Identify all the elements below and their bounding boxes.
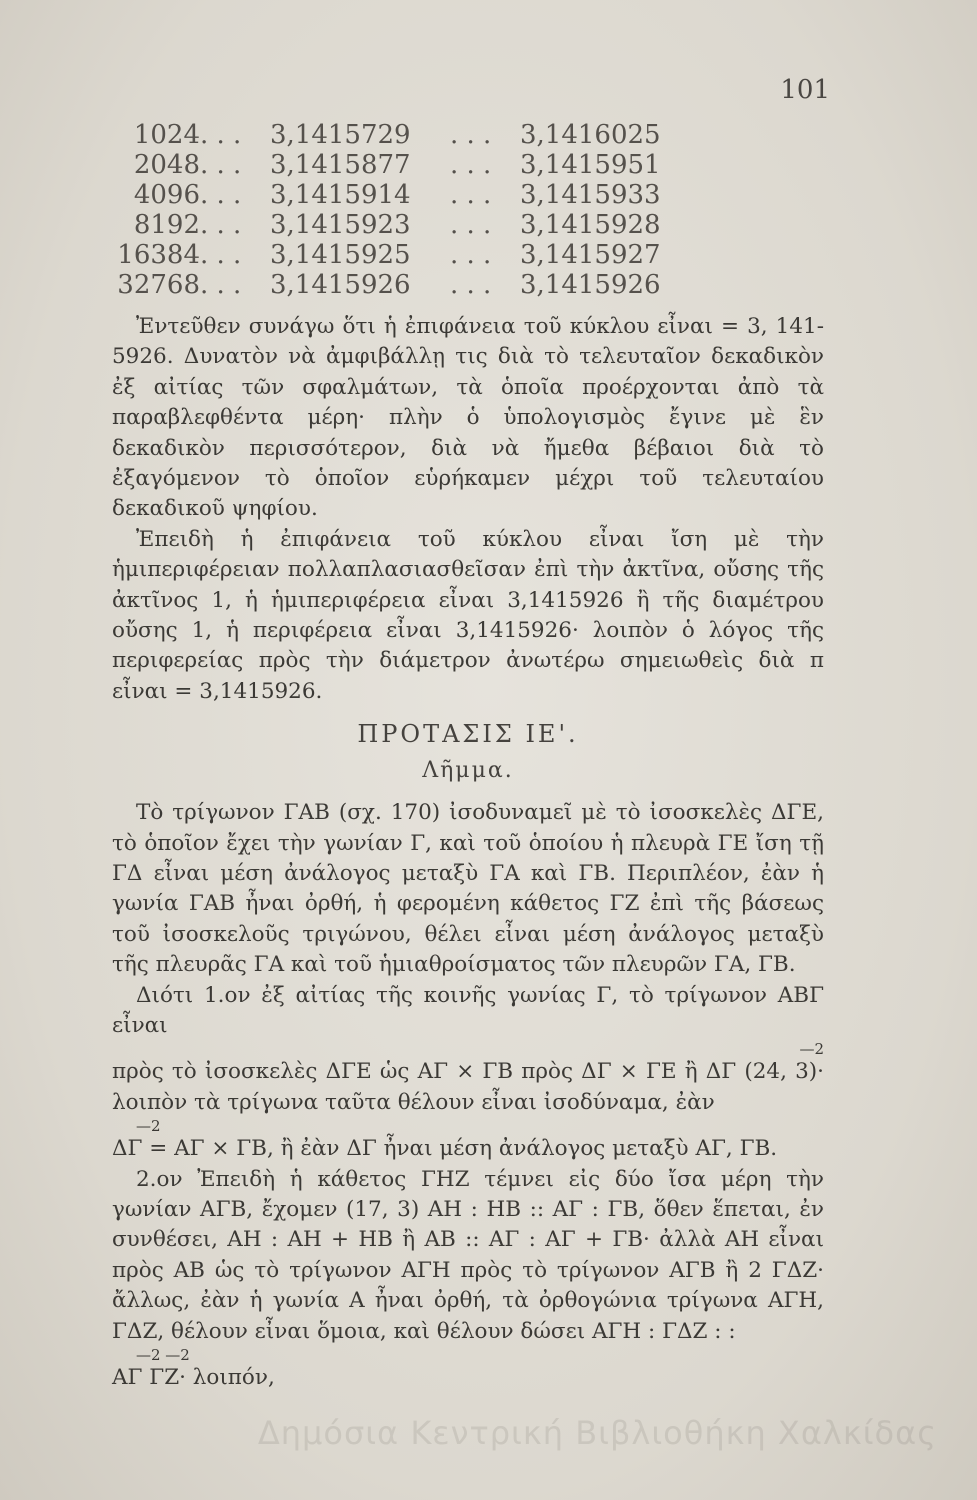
squared-marker: —2 <box>136 1117 161 1136</box>
table-row <box>110 240 730 270</box>
table-row <box>110 210 730 240</box>
paragraph-part: ΔΓ = ΑΓ × ΓΒ, ἢ ἐὰν ΔΓ ἦναι μέση ἀνάλογος μεταξὺ ΑΓ, ΓΒ. <box>112 1136 778 1162</box>
table-cell: 3,1415925 <box>270 240 411 270</box>
paragraph <box>112 1165 824 1394</box>
squared-marker: —2 <box>799 1040 824 1059</box>
table-cell: . . . <box>450 120 492 150</box>
table-cell: 3,1415914 <box>270 180 411 210</box>
table-cell: . . . <box>450 270 492 300</box>
table-row <box>110 120 730 150</box>
table-cell: 4096 <box>133 180 200 210</box>
section-subheading: Λῆμμα. <box>422 757 514 783</box>
table-cell: . . . <box>200 180 242 210</box>
paragraph-part: Διότι 1.ον ἐξ αἰτίας τῆς κοινῆς γωνίας Γ, τὸ τρίγωνον ΑΒΓ εἶναι <box>112 982 824 1038</box>
table-cell: 3,1415926 <box>520 270 661 300</box>
table-cell: 3,1415933 <box>520 180 661 210</box>
table-cell: 8192 <box>133 210 200 240</box>
table-cell: . . . <box>450 210 492 240</box>
squared-marker: —2 —2 <box>136 1346 190 1364</box>
table-cell: 3,1415877 <box>270 150 411 180</box>
paragraph: Τὸ τρίγωνον ΓΑΒ (σχ. 170) ἰσοδυναμεῖ μὲ τὸ ἰσοσκελὲς ΔΓΕ, τὸ ὁποῖον ἔχει τὴν γωνίαν Γ, καὶ τοῦ ὁποίου ἡ πλευρὰ ΓΕ ἴση τῇ ΓΔ εἶναι μέση ἀνάλογος μεταξὺ ΓΑ καὶ ΓΒ. Περιπλέον, ἐὰν ἡ γωνία ΓΑΒ ἦναι ὀρθή, ἡ φερομένη κάθετος ΓΖ ἐπὶ τῆς βάσεως τοῦ ἰσοσκελοῦς τριγώνου, θέλει εἶναι μέση ἀνάλογος μεταξὺ τῆς πλευρᾶς ΓΑ καὶ τοῦ ἡμιαθροίσματος τῶν πλευρῶν ΓΑ, ΓΒ. <box>112 800 824 978</box>
section-heading: ΠΡΟΤΑΣΙΣ ΙΕ'. <box>357 720 579 749</box>
table-row <box>110 150 730 180</box>
paragraph-part: πρὸς τὸ ἰσοσκελὲς ΔΓΕ ὡς ΑΓ × ΓΒ πρὸς ΔΓ × ΓΕ ἢ ΔΓ (24, 3)· λοιπὸν τὰ τρίγωνα ταῦτα θέλουν εἶναι ἰσοδύναμα, ἐὰν <box>112 1059 824 1115</box>
paragraph-part: ΑΓ ΓΖ· λοιπόν, <box>112 1365 275 1390</box>
table-cell: 3,1415729 <box>270 120 411 150</box>
table-cell: 3,1416025 <box>520 120 661 150</box>
table-cell: . . . <box>200 120 242 150</box>
paragraph: Ἐπειδὴ ἡ ἐπιφάνεια τοῦ κύκλου εἶναι ἴση μὲ τὴν ἡμιπεριφέρειαν πολλαπλασιασθεῖσαν ἐπὶ τὴν ἀκτῖνα, οὔσης τῆς ἀκτῖνος 1, ἡ ἡμιπεριφέρεια εἶναι 3,1415926 ἢ τῆς διαμέτρου οὔσης 1, ἡ περιφέρεια εἶναι 3,1415926· λοιπὸν ὁ λόγος τῆς περιφερείας πρὸς τὴν διάμετρον ἀνωτέρω σημειωθεὶς διὰ π εἶναι = 3,1415926. <box>112 526 824 704</box>
paragraph <box>112 981 824 1165</box>
table-cell: . . . <box>450 150 492 180</box>
page-number: 101 <box>780 75 830 105</box>
body-text <box>112 312 824 1393</box>
table-cell: . . . <box>200 270 242 300</box>
library-watermark: Δημόσια Κεντρική Βιβλιοθήκη Χαλκίδας <box>257 1414 937 1452</box>
table-cell: 3,1415951 <box>520 150 661 180</box>
table-cell: . . . <box>200 150 242 180</box>
table-cell: . . . <box>450 180 492 210</box>
table-cell: . . . <box>450 240 492 270</box>
table-cell: 3,1415923 <box>270 210 411 240</box>
numeric-table <box>110 120 730 300</box>
table-cell: 3,1415927 <box>520 240 661 270</box>
paragraph: Ἐντεῦθεν συνάγω ὅτι ἡ ἐπιφάνεια τοῦ κύκλου εἶναι = 3, 141-5926. Δυνατὸν νὰ ἀμφιβάλλῃ τις διὰ τὸ τελευταῖον δεκαδικὸν ἐξ αἰτίας τῶν σφαλμάτων, τὰ ὁποῖα προέρχονται ἀπὸ τὰ παραβλεφθέντα μέρη· πλὴν ὁ ὑπολογισμὸς ἔγινε μὲ ἓν δεκαδικὸν περισσότερον, διὰ νὰ ἤμεθα βέβαιοι διὰ τὸ ἐξαγόμενον τὸ ὁποῖον εὑρήκαμεν μέχρι τοῦ τελευταίου δεκαδικοῦ ψηφίου. <box>112 314 824 522</box>
table-cell: 3,1415926 <box>270 270 411 300</box>
table-cell: . . . <box>200 210 242 240</box>
paragraph-part: 2.ον Ἐπειδὴ ἡ κάθετος ΓΗΖ τέμνει εἰς δύο ἴσα μέρη τὴν γωνίαν ΑΓΒ, ἔχομεν (17, 3) ΑΗ : ΗΒ :: ΑΓ : ΓΒ, ὅθεν ἕπεται, ἐν συνθέσει, ΑΗ : ΑΗ + ΗΒ ἢ ΑΒ :: ΑΓ : ΑΓ + ΓΒ· ἀλλὰ ΑΗ εἶναι πρὸς ΑΒ ὡς τὸ τρίγωνον ΑΓΗ πρὸς τὸ τρίγωνον ΑΓΒ ἢ 2 ΓΔΖ· ἄλλως, ἐὰν ἡ γωνία Α ἦναι ὀρθή, τὰ ὀρθογώνια τρίγωνα ΑΓΗ, ΓΔΖ, θέλουν εἶναι ὅμοια, καὶ θέλουν δώσει ΑΓΗ : ΓΔΖ : : <box>112 1166 824 1344</box>
table-cell: 16384 <box>117 240 200 270</box>
table-cell: 3,1415928 <box>520 210 661 240</box>
table-cell: 32768 <box>117 270 200 300</box>
table-cell: 1024 <box>133 120 200 150</box>
table-row <box>110 180 730 210</box>
table-row <box>110 270 730 300</box>
table-cell: . . . <box>200 240 242 270</box>
table-cell: 2048 <box>133 150 200 180</box>
